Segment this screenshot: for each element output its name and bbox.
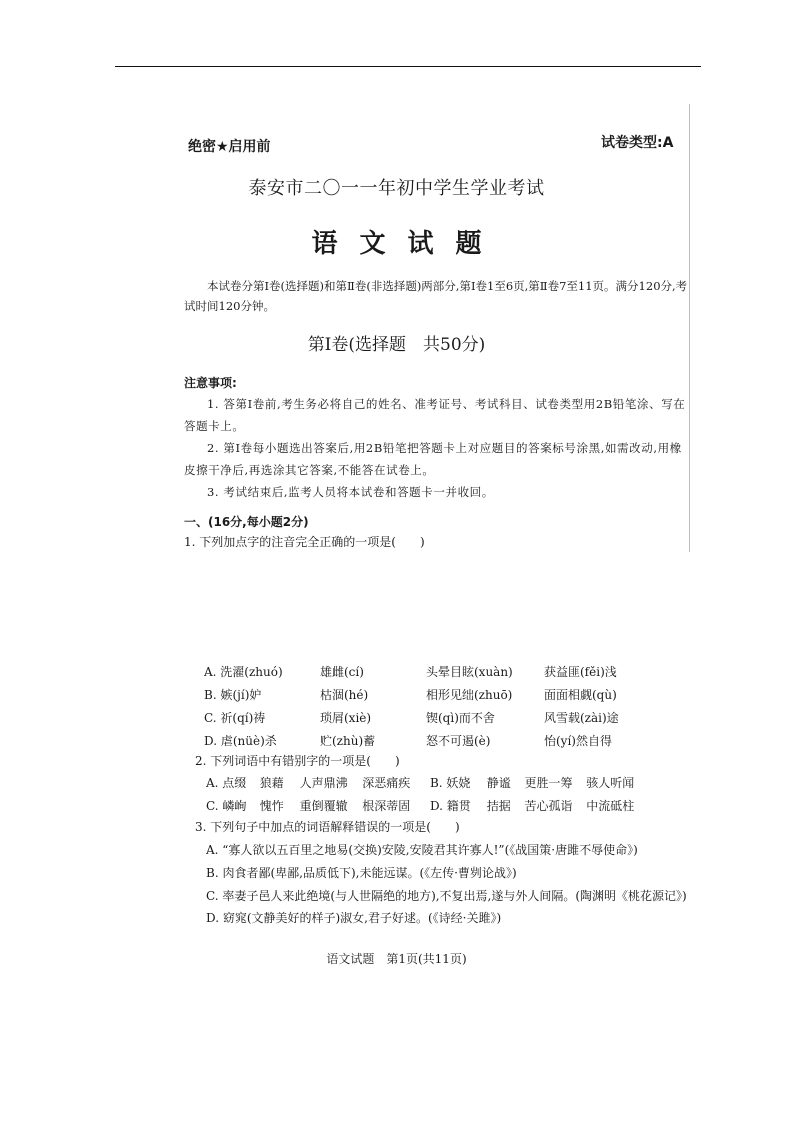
- option-cell: 根深蒂固: [362, 799, 411, 813]
- option-cell: 锲(qì)而不舍: [426, 711, 495, 725]
- option-cell: 风雪载(zài)途: [544, 711, 619, 725]
- page-footer: 语文试题 第1页(共11页): [326, 952, 467, 966]
- question-1-stem: 1. 下列加点字的注音完全正确的一项是( ): [184, 535, 425, 549]
- intro-paragraph: 本试卷分第Ⅰ卷(选择题)和第Ⅱ卷(非选择题)两部分,第Ⅰ卷1至6页,第Ⅱ卷7至11页。满分120分,考试时间120分钟。: [184, 279, 688, 313]
- option-cell: 枯涸(hé): [320, 688, 369, 702]
- option-cell: 贮(zhù)蓄: [320, 734, 376, 748]
- question-3-option-b: B. 肉食者鄙(卑鄙,品质低下),未能远谋。(《左传·曹刿论战》): [206, 866, 517, 880]
- scan-edge-line: [689, 104, 690, 552]
- option-row-a: [204, 660, 644, 683]
- subject-char: 语: [311, 229, 338, 259]
- option-cell: 琐屑(xiè): [320, 711, 372, 725]
- question-1-options: [204, 660, 644, 752]
- option-cell: C. 嶙峋: [206, 799, 247, 813]
- option-cell: 拮据: [486, 799, 511, 813]
- paper-type-label: 试卷类型:A: [601, 135, 674, 151]
- option-cell: 头晕目眩(xuàn): [426, 665, 513, 679]
- option-cell: 面面相觑(qù): [544, 688, 617, 702]
- option-cell: B. 妖娆: [429, 776, 471, 790]
- option-cell: 更胜一筹: [524, 776, 573, 790]
- option-cell: 人声鼎沸: [299, 776, 348, 790]
- note-item: 2. 第Ⅰ卷每小题选出答案后,用2B铅笔把答题卡上对应题目的答案标号涂黑,如需改动,用橡皮擦干净后,再选涂其它答案,不能答在试卷上。: [184, 441, 682, 477]
- option-cell: 重倒覆辙: [299, 799, 348, 813]
- part1-title: 第Ⅰ卷(选择题 共50分): [307, 335, 486, 355]
- subject-char: 文: [359, 229, 386, 259]
- subject-char: 题: [455, 229, 482, 259]
- option-row-cd: [206, 794, 646, 817]
- question-2-stem: 2. 下列词语中有错别字的一项是( ): [195, 754, 400, 768]
- option-cell: D. 籍贯: [429, 799, 471, 813]
- option-cell: 静谧: [486, 776, 511, 790]
- option-cell: 狼藉: [259, 776, 284, 790]
- option-cell: 怡(yí)然自得: [544, 734, 612, 748]
- option-cell: A. 点缀: [206, 776, 247, 790]
- question-2-options: [206, 771, 646, 817]
- question-3-option-c: C. 率妻子邑人来此绝境(与人世隔绝的地方),不复出焉,遂与外人间隔。(陶渊明《桃花源记》): [206, 889, 687, 903]
- section-heading: 一、(16分,每小题2分): [184, 515, 309, 529]
- exam-title: 泰安市二〇一一年初中学生学业考试: [248, 178, 545, 199]
- subject-char: 试: [407, 229, 434, 259]
- notes-heading: 注意事项:: [184, 376, 237, 390]
- option-cell: 雄雌(cí): [320, 665, 364, 679]
- question-3-option-a: A. “寡人欲以五百里之地易(交换)安陵,安陵君其许寡人!”(《战国策·唐雎不辱使命》): [206, 843, 638, 857]
- note-item: 1. 答第Ⅰ卷前,考生务必将自己的姓名、准考证号、考试科目、试卷类型用2B铅笔涂、写在答题卡上。: [184, 397, 686, 433]
- option-row-d: [204, 729, 644, 752]
- note-item: 3. 考试结束后,监考人员将本试卷和答题卡一并收回。: [207, 485, 494, 499]
- question-3-option-d: D. 窈窕(文静美好的样子)淑女,君子好逑。(《诗经·关雎》): [206, 911, 502, 925]
- option-cell: 愧怍: [259, 799, 284, 813]
- header-rule: [115, 66, 701, 67]
- option-cell: B. 嫉(jí)妒: [204, 688, 262, 702]
- option-cell: D. 虐(nüè)杀: [204, 734, 277, 748]
- option-cell: 怒不可遏(è): [426, 734, 491, 748]
- confidential-label: 绝密★启用前: [188, 139, 271, 155]
- subject-title: [0, 223, 793, 260]
- question-3-stem: 3. 下列句子中加点的词语解释错误的一项是( ): [195, 820, 460, 834]
- option-row-c: [204, 706, 644, 729]
- option-cell: 苦心孤诣: [524, 799, 573, 813]
- option-cell: C. 祈(qí)祷: [204, 711, 266, 725]
- option-row-ab: [206, 771, 646, 794]
- option-row-b: [204, 683, 644, 706]
- option-cell: 相形见绌(zhuō): [426, 688, 513, 702]
- option-cell: 骇人听闻: [586, 776, 635, 790]
- option-cell: 中流砥柱: [586, 799, 635, 813]
- option-cell: 获益匪(fěi)浅: [544, 665, 617, 679]
- option-cell: 深恶痛疾: [362, 776, 411, 790]
- option-cell: A. 洗濯(zhuó): [204, 665, 283, 679]
